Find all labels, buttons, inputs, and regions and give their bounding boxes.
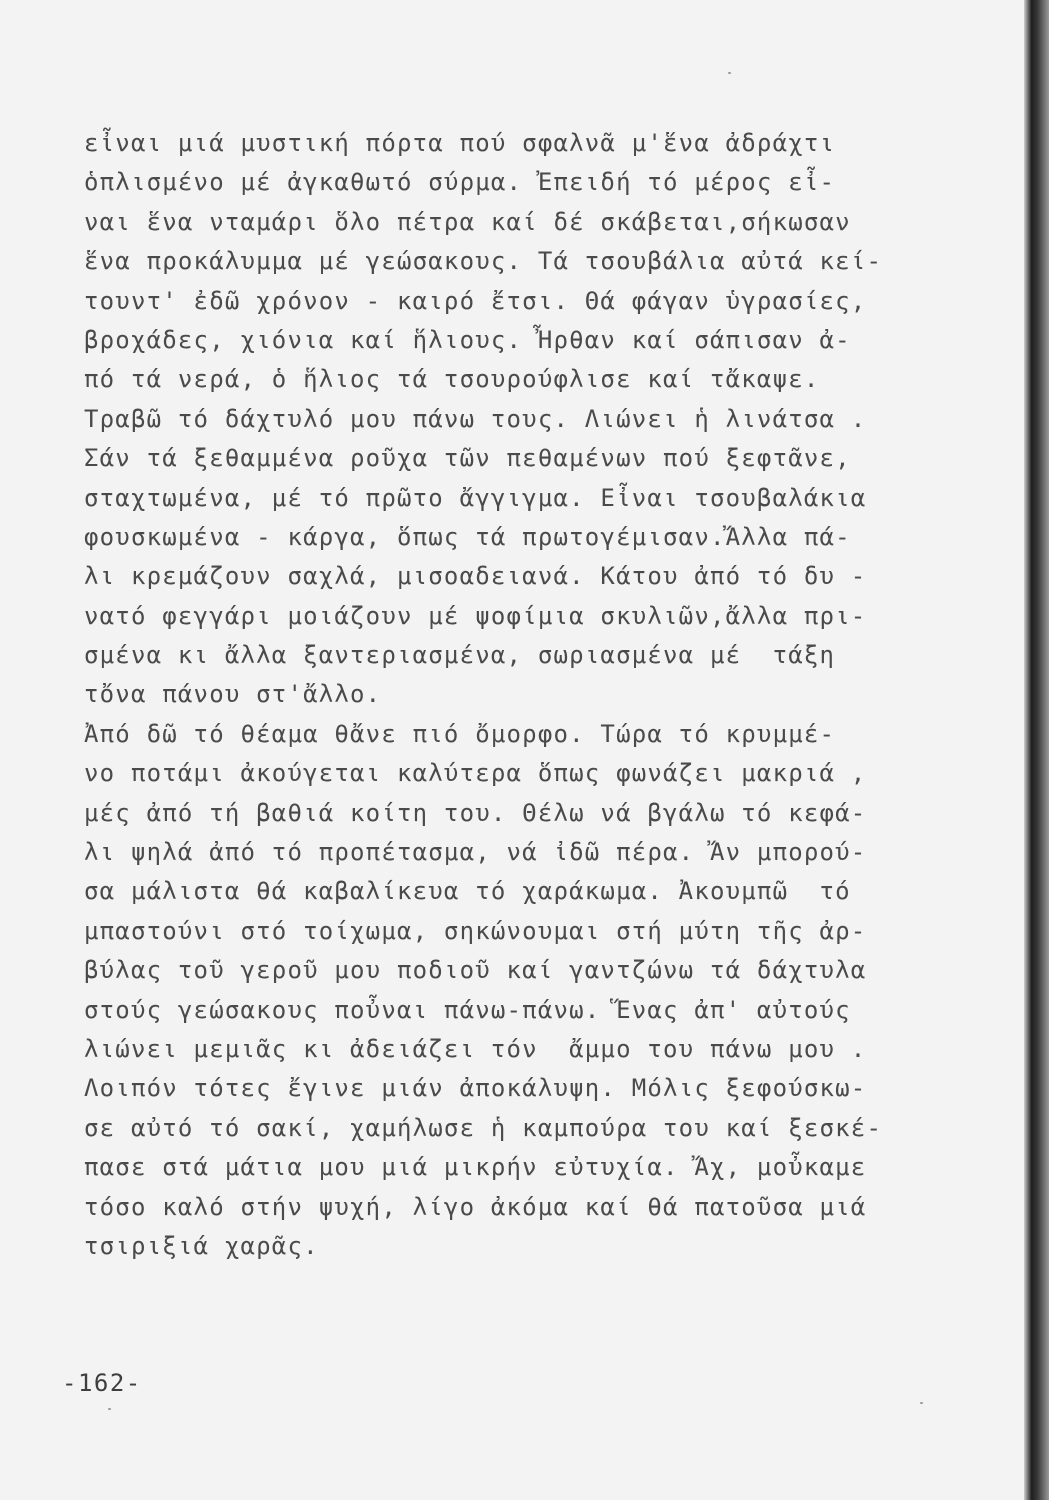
text-line-25: Λοιπόν τότες ἔγινε μιάν ἀποκάλυψη. Μόλις ξεφούσκω-: [84, 1074, 867, 1103]
text-line-5: τουντ' ἐδῶ χρόνον - καιρό ἔτσι. Θά φάγαν ὑγρασίες,: [84, 286, 867, 315]
text-line-15: τὄνα πάνου στ'ἄλλο.: [84, 680, 382, 709]
text-line-13: νατό φεγγάρι μοιάζουν μέ ψοφίμια σκυλιῶν,ἄλλα πρι-: [84, 601, 867, 630]
text-line-20: σα μάλιστα θά καβαλίκευα τό χαράκωμα. Ἀκουμπῶ τό: [84, 877, 851, 906]
text-line-4: ἕνα προκάλυμμα μέ γεώσακους. Τά τσουβάλια αὐτά κεί-: [84, 247, 883, 276]
text-line-11: φουσκωμένα - κάργα, ὅπως τά πρωτογέμισαν.Ἄλλα πά-: [84, 522, 851, 551]
text-line-12: λι κρεμάζουν σαχλά, μισοαδειανά. Κάτου ἀπό τό δυ -: [84, 562, 867, 591]
text-line-3: ναι ἕνα νταμάρι ὅλο πέτρα καί δέ σκάβεται,σήκωσαν: [84, 207, 851, 236]
text-line-18: μές ἀπό τή βαθιά κοίτη του. Θέλω νά βγάλω τό κεφά-: [84, 798, 867, 827]
book-binding-shadow: [1024, 0, 1049, 1500]
scan-speck: [920, 1402, 923, 1404]
text-line-9: Σάν τά ξεθαμμένα ροῦχα τῶν πεθαμένων πού ξεφτᾶνε,: [84, 444, 851, 473]
text-line-23: στούς γεώσακους ποὖναι πάνω-πάνω. Ἕνας ἀπ' αὐτούς: [84, 995, 851, 1024]
text-line-26: σε αὐτό τό σακί, χαμήλωσε ἡ καμπούρα του καί ξεσκέ-: [84, 1113, 883, 1142]
text-line-29: τσιριξιά χαρᾶς.: [84, 1231, 319, 1260]
text-line-6: βροχάδες, χιόνια καί ἥλιους. Ἦρθαν καί σάπισαν ἀ-: [84, 325, 851, 354]
page-number: -162-: [62, 1369, 142, 1397]
text-line-16: Ἀπό δῶ τό θέαμα θἄνε πιό ὄμορφο. Τώρα τό κρυμμέ-: [84, 719, 836, 748]
text-line-27: πασε στά μάτια μου μιά μικρήν εὐτυχία. Ἄχ, μοὖκαμε: [84, 1153, 867, 1182]
text-line-22: βύλας τοῦ γεροῦ μου ποδιοῦ καί γαντζώνω τά δάχτυλα: [84, 956, 867, 985]
text-line-24: λιώνει μεμιᾶς κι ἀδειάζει τόν ἄμμο του πάνω μου .: [84, 1034, 867, 1063]
text-line-19: λι ψηλά ἀπό τό προπέτασμα, νά ἰδῶ πέρα. Ἄν μπορού-: [84, 838, 867, 867]
text-line-17: νο ποτάμι ἀκούγεται καλύτερα ὅπως φωνάζει μακριά ,: [84, 759, 867, 788]
text-line-28: τόσο καλό στήν ψυχή, λίγο ἀκόμα καί θά πατοῦσα μιά: [84, 1192, 867, 1221]
text-line-8: Τραβῶ τό δάχτυλό μου πάνω τους. Λιώνει ἡ λινάτσα .: [84, 404, 867, 433]
text-line-2: ὁπλισμένο μέ ἀγκαθωτό σύρμα. Ἐπειδή τό μέρος εἶ-: [84, 168, 836, 197]
scan-speck: [728, 72, 731, 74]
scan-speck: [108, 1408, 111, 1410]
text-line-1: εἶναι μιά μυστική πόρτα πού σφαλνᾶ μ'ἕνα ἀδράχτι: [84, 129, 836, 157]
text-line-21: μπαστούνι στό τοίχωμα, σηκώνουμαι στή μύτη τῆς ἀρ-: [84, 916, 867, 945]
text-line-7: πό τά νερά, ὁ ἥλιος τά τσουρούφλισε καί τἄκαψε.: [84, 365, 820, 394]
text-line-14: σμένα κι ἄλλα ξαντεριασμένα, σωριασμένα μέ τάξη: [84, 641, 836, 670]
body-text: [84, 124, 984, 1266]
text-line-10: σταχτωμένα, μέ τό πρῶτο ἄγγιγμα. Εἶναι τσουβαλάκια: [84, 483, 867, 512]
